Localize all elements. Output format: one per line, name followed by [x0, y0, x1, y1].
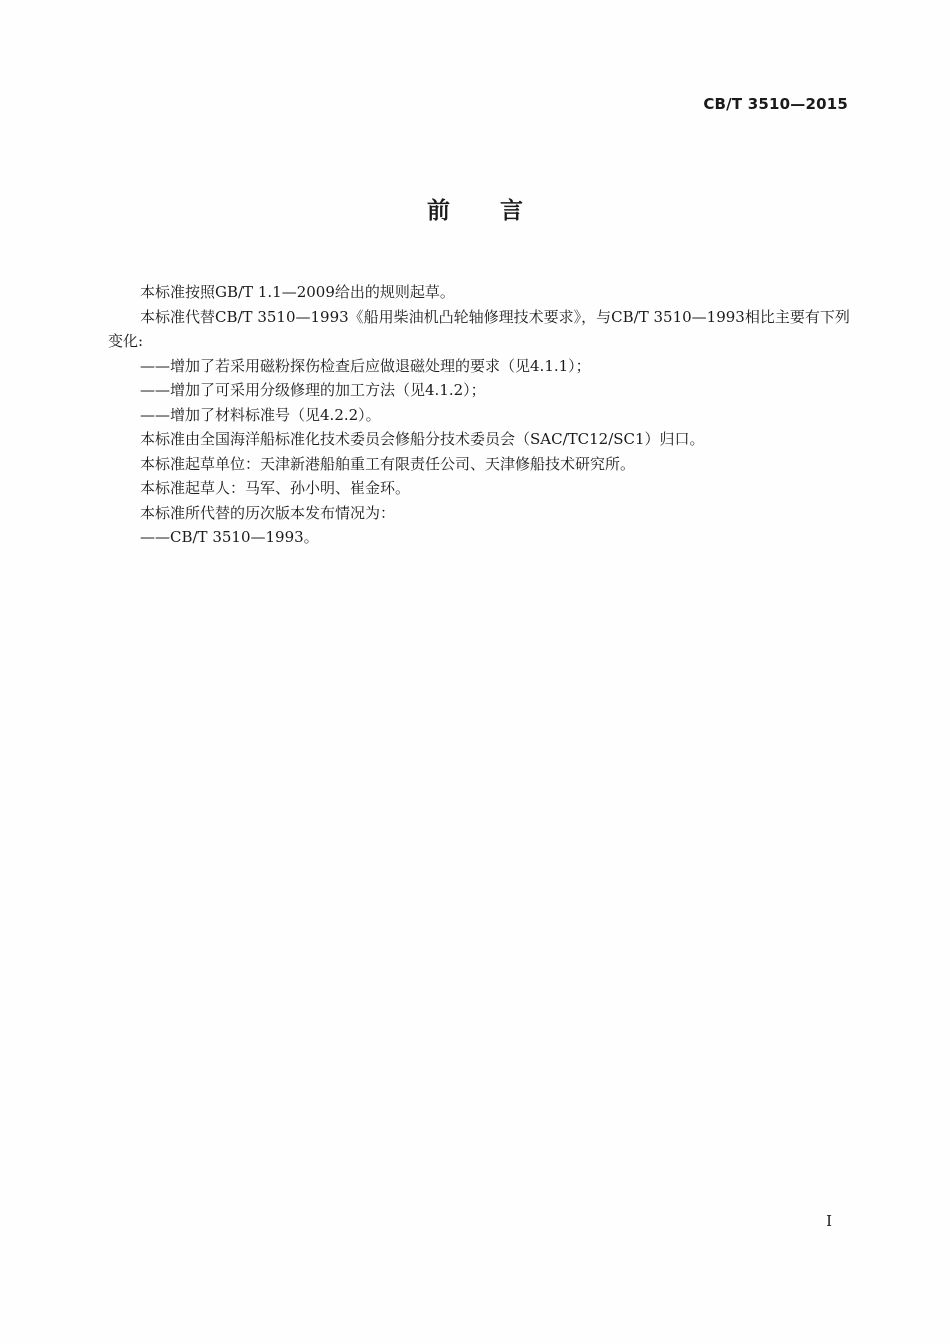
paragraph-drafters: 本标准起草人：马军、孙小明、崔金环。 — [140, 479, 411, 497]
page-number: I — [826, 1212, 832, 1230]
paragraph-drafting-rule: 本标准按照GB/T 1.1—2009给出的规则起草。 — [140, 283, 455, 301]
change-item-material-standard: ——增加了材料标准号（见4.2.2）。 — [140, 405, 381, 424]
paragraph-drafting-units: 本标准起草单位：天津新港船舶重工有限责任公司、天津修船技术研究所。 — [140, 454, 636, 473]
foreword-body — [108, 280, 858, 550]
change-item-demagnetize: ——增加了若采用磁粉探伤检查后应做退磁处理的要求（见4.1.1）； — [140, 356, 591, 375]
paragraph-replacement: 本标准代替CB/T 3510—1993《船用柴油机凸轮轴修理技术要求》，与CB/T 3510—1993相比主要有下列变化: — [108, 307, 850, 350]
change-item-graded-repair: ——增加了可采用分级修理的加工方法（见4.1.2）； — [140, 381, 486, 399]
history-item: ——CB/T 3510—1993。 — [140, 528, 319, 546]
paragraph-history-intro: 本标准所代替的历次版本发布情况为： — [140, 503, 396, 522]
page-title: 前言 — [427, 198, 573, 224]
document-code: CB/T 3510—2015 — [703, 95, 848, 113]
paragraph-committee: 本标准由全国海洋船标准化技术委员会修船分技术委员会（SAC/TC12/SC1）归口。 — [140, 430, 705, 448]
